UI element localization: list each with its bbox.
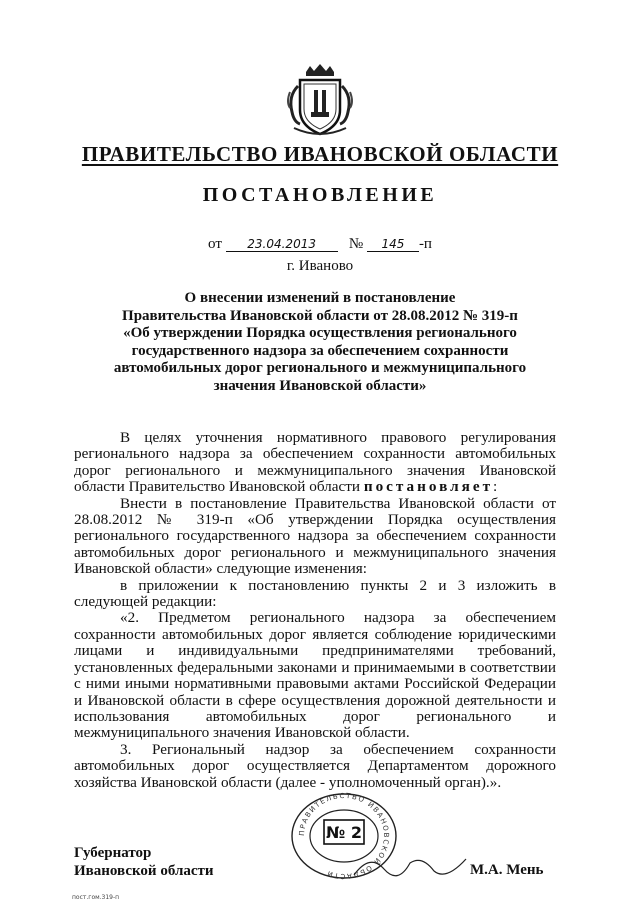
ivanovo-coat-of-arms-icon bbox=[284, 62, 356, 138]
signatory-name: М.А. Мень bbox=[470, 862, 544, 878]
subject-line: О внесении изменений в постановление bbox=[184, 290, 456, 306]
handwritten-date: 23.04.2013 bbox=[226, 237, 338, 252]
stamp-number: № 2 bbox=[326, 823, 362, 842]
file-reference: пост.гом.319-п bbox=[72, 894, 120, 901]
government-title: ПРАВИТЕЛЬСТВО ИВАНОВСКОЙ ОБЛАСТИ bbox=[81, 142, 559, 166]
handwritten-number: 145 bbox=[367, 237, 419, 252]
signatory-title: Губернатор Ивановской области bbox=[74, 845, 214, 879]
clause-3-paragraph: 3. Региональный надзор за обеспечением сохранности автомобильных дорог осуществляется Департаментом дорожного хозяйства Ивановской области (далее - уполномоченный орган).». bbox=[74, 740, 556, 791]
number-prefix: № bbox=[348, 236, 364, 252]
number-suffix: -п bbox=[418, 236, 432, 252]
amendment-paragraph: Внести в постановление Правительства Ивановской области от 28.08.2012 № 319-п «Об утверждении Порядка осуществления регионального государственного надзора за обеспечением сохранности автомобильных дорог регионального и межмуниципального значения Ивановской области» следующие изменения: bbox=[74, 494, 556, 578]
date-prefix: от bbox=[208, 236, 222, 252]
svg-text:ПРАВИТЕЛЬСТВО ИВАНОВСКОЙ ОБЛАС: ПРАВИТЕЛЬСТВО ИВАНОВСКОЙ ОБЛАСТИ bbox=[297, 791, 391, 881]
subject-line: «Об утверждении Порядка осуществления регионального bbox=[123, 325, 517, 342]
preamble-paragraph: В целях уточнения нормативного правового регулирования регионального надзора за обеспечением сохранности автомобильных дорог регионального и межмуниципального значения Ивановской области Правительство Ивановской области постановляет: bbox=[74, 429, 556, 496]
handwritten-signature bbox=[350, 845, 470, 885]
registration-line bbox=[0, 236, 640, 253]
coat-of-arms-emblem bbox=[284, 62, 356, 138]
document-type-heading: ПОСТАНОВЛЕНИЕ bbox=[202, 184, 438, 206]
subject-line: значения Ивановской области» bbox=[213, 377, 427, 394]
amendment-instruction: в приложении к постановлению пункты 2 и 3 изложить в следующей редакции: bbox=[74, 576, 556, 611]
document-subject bbox=[60, 290, 580, 396]
document-body bbox=[74, 430, 556, 791]
city-name: г. Иваново bbox=[286, 258, 354, 274]
clause-2-paragraph: «2. Предметом регионального надзора за обеспечением сохранности автомобильных дорог является соблюдение юридическими лицами и индивидуальными предпринимателями требований, установленных федеральными законами и принимаемыми в соответствии с ними иными нормативными правовыми актами Российской Федерации и Ивановской области в сфере осуществления дорожной деятельности и использования автомобильных дорог регионального и межмуниципального значения Ивановской области. bbox=[74, 609, 556, 742]
subject-line: государственного надзора за обеспечением сохранности bbox=[131, 342, 509, 359]
decision-word: постановляет bbox=[363, 478, 494, 496]
subject-line: автомобильных дорог регионального и межмуниципального bbox=[113, 360, 527, 377]
subject-line: Правительства Ивановской области от 28.08.2012 № 319-п bbox=[122, 307, 518, 324]
